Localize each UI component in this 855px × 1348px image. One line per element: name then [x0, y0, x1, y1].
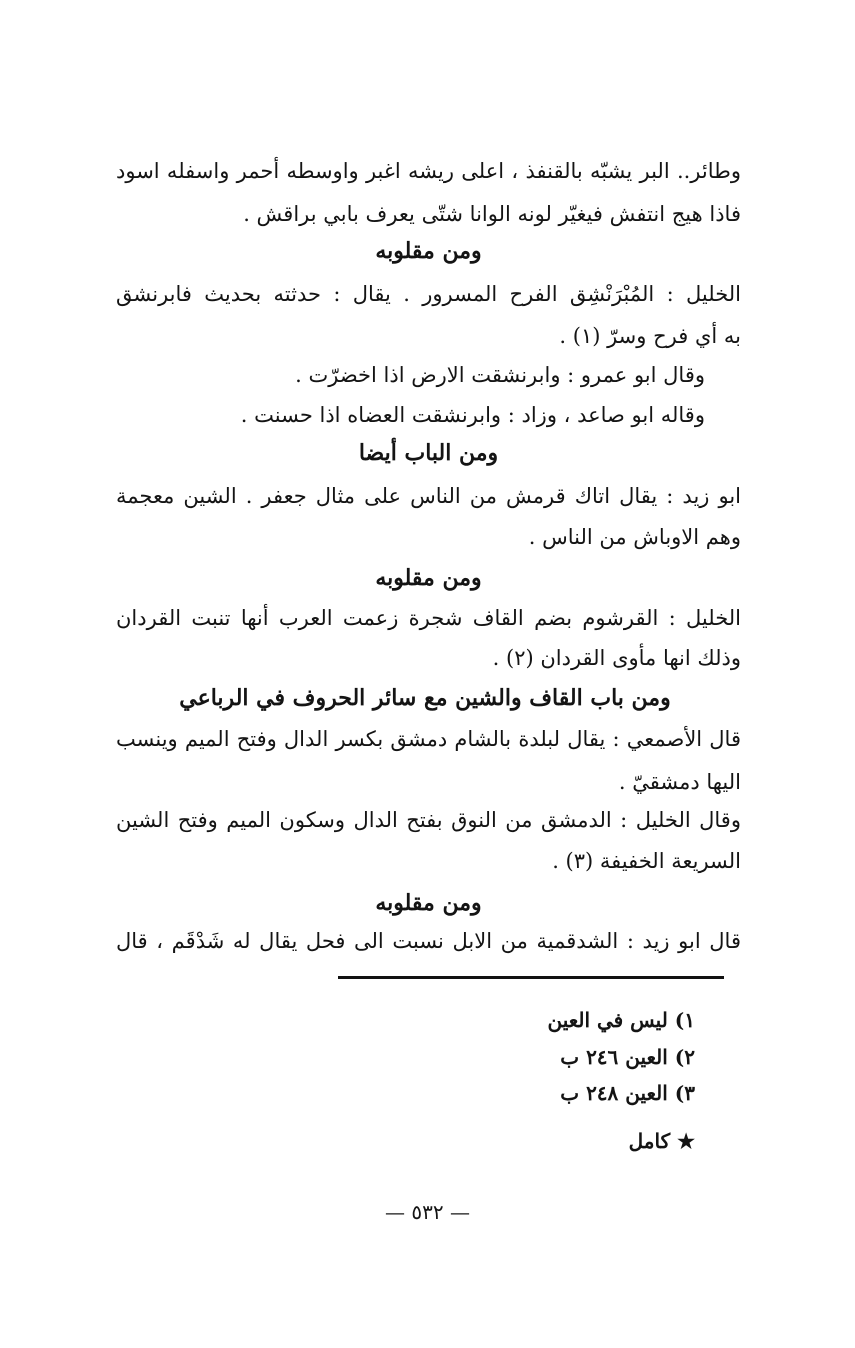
- text-line: فاذا هيج انتفش فيغيّر لونه الوانا شتّى يعرف بابي براقش .: [243, 202, 741, 226]
- footnote: ٢) العين ٢٤٦ ب: [560, 1045, 695, 1069]
- text-line: ابو زيد : يقال اتاك قرمش من الناس على مثال جعفر . الشين معجمة: [116, 484, 741, 508]
- footnote-star: ★ كامل: [628, 1129, 695, 1153]
- section-heading: ومن باب القاف والشين مع سائر الحروف في الرباعي: [179, 685, 671, 711]
- footnote: ١) ليس في العين: [547, 1008, 695, 1032]
- text-line: السريعة الخفيفة (٣) .: [552, 849, 741, 873]
- section-heading: ومن مقلوبه: [375, 565, 482, 591]
- text-line: وطائر.. البر يشبّه بالقنفذ ، اعلى ريشه اغبر واوسطه أحمر واسفله اسود: [116, 159, 741, 183]
- text-line: وقاله ابو صاعد ، وزاد : وابرنشقت العضاه اذا حسنت .: [240, 403, 705, 427]
- text-line: وقال ابو عمرو : وابرنشقت الارض اذا اخضرّت .: [295, 363, 705, 387]
- footnote-divider: [338, 976, 724, 979]
- text-line: وقال الخليل : الدمشق من النوق بفتح الدال وسكون الميم وفتح الشين: [116, 808, 741, 832]
- section-heading: ومن الباب أيضا: [358, 440, 499, 466]
- section-heading: ومن مقلوبه: [375, 238, 482, 264]
- text-line: الخليل : القرشوم بضم القاف شجرة زعمت العرب أنها تنبت القردان: [116, 606, 741, 630]
- footnote: ٣) العين ٢٤٨ ب: [560, 1081, 695, 1105]
- text-line: قال الأصمعي : يقال لبلدة بالشام دمشق بكسر الدال وفتح الميم وينسب: [116, 727, 741, 751]
- text-line: به أي فرح وسرّ (١) .: [559, 324, 741, 348]
- page-number: — ٥٣٢ —: [385, 1200, 470, 1224]
- text-line: وهم الاوباش من الناس .: [528, 525, 741, 549]
- section-heading: ومن مقلوبه: [375, 890, 482, 916]
- text-line: قال ابو زيد : الشدقمية من الابل نسبت الى فحل يقال له شَدْقَم ، قال: [116, 929, 741, 953]
- text-line: وذلك انها مأوى القردان (٢) .: [492, 646, 741, 670]
- text-line: الخليل : المُبْرَنْشِق الفرح المسرور . يقال : حدثته بحديث فابرنشق: [116, 282, 741, 306]
- text-line: اليها دمشقيّ .: [618, 770, 741, 794]
